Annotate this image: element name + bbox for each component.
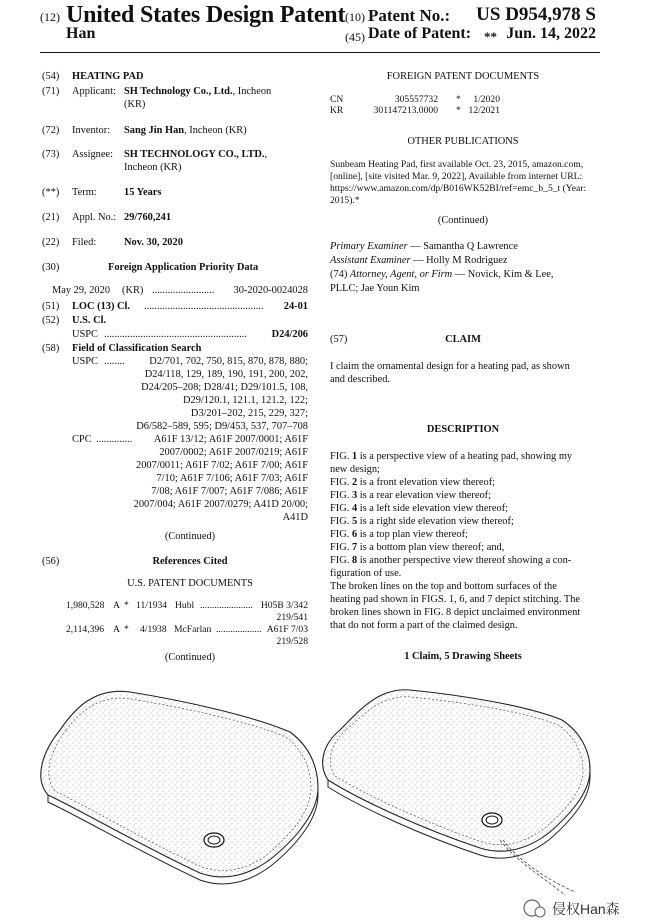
applicant-country: (KR) [124,99,146,110]
inventor-city: , Incheon (KR) [184,125,247,136]
code-52: (52) [42,315,60,326]
broken-lines-line: heating pad shown in FIGS. 1, 6, and 7 depict stitching. The [330,594,581,605]
ref-date: 11/1934 [136,600,168,611]
us-docs-heading: U.S. PATENT DOCUMENTS [127,578,253,589]
appl-value: 29/760,241 [124,212,172,223]
assistant-examiner-label: Assistant Examiner [330,255,411,266]
other-pub-line: Sunbeam Heating Pad, first available Oct. 23, 2015, amazon.com, [330,159,584,170]
code-51: (51) [42,301,60,312]
ref-dots: ................... [216,624,262,635]
description-line: FIG. 8 is another perspective view thereof showing a con- [330,555,572,566]
description-line: FIG. 7 is a bottom plan view thereof; and, [330,542,505,553]
fd-number: 301147213.0000 [373,105,438,116]
ref-name: Hubl [175,600,195,611]
description-list [330,450,600,632]
claim-heading: CLAIM [445,334,481,345]
attorney-value: — Novick, Kim & Lee, [452,269,554,280]
term-label: Term: [72,187,97,198]
description-heading: DESCRIPTION [426,424,500,435]
assistant-examiner [330,254,508,267]
code-57: (57) [330,334,348,345]
patent-no-label: Patent No.: [368,6,451,25]
ref-class: A61F 7/03 [266,624,308,635]
description-line: FIG. 3 is a rear elevation view thereof; [330,490,492,501]
patent-date: Jun. 14, 2022 [506,25,596,42]
description-line: figuration of use. [330,568,402,579]
code-12: (12) [40,10,60,24]
design-title: HEATING PAD [72,71,144,82]
applicant [124,85,271,98]
fd-country: KR [330,105,344,116]
pad-control-ring [482,813,502,827]
code-30: (30) [42,262,60,273]
references-heading: References Cited [152,556,228,567]
cpc-line: 7/10; A61F 7/106; A61F 7/03; A61F [156,473,308,484]
fd-date: 12/2021 [468,105,500,116]
attorney [330,268,553,281]
document-title: United States Design Patent [66,2,346,28]
heating-pad-figure-right [323,690,590,895]
other-pub-line: 2015).* [330,195,360,206]
term-value: 15 Years [124,187,162,198]
ref-star: * [124,600,129,611]
assignee-label: Assignee: [72,149,113,160]
applicant-label: Applicant: [72,86,116,97]
pad-body [41,691,318,877]
search-uspc-line: D24/118, 129, 189, 190, 191, 200, 202, [144,369,308,380]
attorney-label: Attorney, Agent, or Firm [349,269,453,280]
ref-star: * [124,624,129,635]
applicant-city: , Incheon [232,86,272,97]
search-uspc-line: D2/701, 702, 750, 815, 870, 878, 880; [149,356,308,367]
loc-label: LOC (13) Cl. [72,301,131,312]
applicant-name: SH Technology Co., Ltd. [124,86,233,97]
cpc-line: 2007/0002; A61F 2007/0219; A61F [159,447,308,458]
other-pubs-heading: OTHER PUBLICATIONS [407,136,519,147]
code-term: (**) [42,187,60,198]
filed-value: Nov. 30, 2020 [124,237,183,248]
date-marker: ** [484,29,497,44]
fd-star: * [456,105,461,116]
broken-lines-line: that do not form a part of the claimed design. [330,620,518,631]
code-73: (73) [42,149,60,160]
search-uspc-dots: ........ [104,356,125,367]
patent-number: US D954,978 S [476,4,596,25]
assignee-city: Incheon (KR) [124,162,182,173]
description-line: new design; [330,464,380,475]
foreign-docs-heading: FOREIGN PATENT DOCUMENTS [386,71,540,82]
claim-line: and described. [330,374,391,385]
search-uspc-line: D29/120.1, 121.1, 121.2, 122; [183,395,308,406]
cpc-list [120,433,308,524]
fd-star: * [456,94,461,105]
cpc-line: A61F 13/12; A61F 2007/0001; A61F [153,434,308,445]
primary-examiner-label: Primary Examiner [330,241,408,252]
other-pub-line: [online], [site visited Mar. 9, 2022], Available from internet URL: [330,171,583,182]
primary-examiner-value: — Samantha Q Lawrence [407,241,518,252]
priority-number: 30-2020-0024028 [233,285,308,296]
code-10: (10) [345,10,365,24]
ref-number: 1,980,528 [66,600,105,611]
cpc-line: 7/08; A61F 7/007; A61F 7/086; A61F [151,486,308,497]
primary-examiner [330,240,518,253]
other-pub-line: https://www.amazon.com/dp/B016WK52BI/ref=emc_b_5_t (Year: [330,183,587,194]
inventor [124,124,247,137]
uspc-dots: ....................................................... [104,329,247,340]
date-label: Date of Patent: [368,25,472,42]
priority-country: (KR) [122,285,144,296]
code-71: (71) [42,86,60,97]
ref-kind: A [113,624,120,635]
pad-control-ring [204,833,224,847]
description-line: FIG. 6 is a top plan view thereof; [330,529,468,540]
fd-date: 1/2020 [473,94,500,105]
inventor-short: Han [66,25,96,42]
code-22: (22) [42,237,60,248]
claim-line: I claim the ornamental design for a heating pad, as shown [330,361,570,372]
search-uspc-label: USPC [72,356,98,367]
appl-label: Appl. No.: [72,212,117,223]
code-45: (45) [345,30,365,44]
watermark [524,900,620,917]
claim-text [330,360,596,386]
code-72: (72) [42,125,60,136]
code-21: (21) [42,212,60,223]
continued-right: (Continued) [437,215,489,226]
ref-class2: 219/541 [276,612,308,623]
watermark-text: 侵权Han森 [552,901,620,917]
foreign-priority-heading: Foreign Application Priority Data [108,262,259,273]
search-uspc-line: D3/201–202, 215, 229, 327; [190,408,308,419]
description-line: FIG. 1 is a perspective view of a heating pad, showing my [330,451,573,462]
description-line: FIG. 4 is a left side elevation view thereof; [330,503,509,514]
ref-class2: 219/528 [276,636,308,647]
priority-dots: ........................ [152,285,215,296]
attorney-line2: PLLC; Jae Youn Kim [330,283,420,294]
ref-name: McFarlan [174,624,212,635]
ref-number: 2,114,396 [66,624,105,635]
other-pubs [330,159,596,207]
ref-dots: ...................... [200,600,253,611]
cpc-dots: .............. [96,434,133,445]
broken-lines-line: broken lines shown in FIG. 8 depict unclaimed environment [330,607,581,618]
header-rule [40,52,600,53]
heating-pad-figure-left [41,691,318,884]
uscl-label: U.S. Cl. [72,315,107,326]
code-54: (54) [42,71,60,82]
inventor-label: Inventor: [72,125,111,136]
pad-body [323,690,590,851]
description-line: FIG. 2 is a front elevation view thereof; [330,477,496,488]
cpc-line: 2007/004; A61F 2007/0279; A41D 20/00; [133,499,308,510]
description-line: FIG. 5 is a right side elevation view thereof; [330,516,514,527]
assignee [124,148,267,161]
cpc-line: A41D [282,512,308,523]
ref-class: H05B 3/342 [260,600,308,611]
broken-lines-line: The broken lines on the top and bottom surfaces of the [330,581,557,592]
search-uspc-line: D24/205–208; D28/41; D29/101.5, 108, [141,382,308,393]
assignee-name: SH TECHNOLOGY CO., LTD. [124,149,265,160]
drawings [0,670,664,923]
cpc-label: CPC [72,434,92,445]
uspc-value: D24/206 [271,329,308,340]
field-search-label: Field of Classification Search [72,343,202,354]
cpc-line: 2007/0011; A61F 7/02; A61F 7/00; A61F [136,460,308,471]
loc-value: 24-01 [283,301,308,312]
assignee-comma: , [264,149,268,160]
filed-label: Filed: [72,237,97,248]
wechat-icon-small [535,907,545,917]
continued-left-1: (Continued) [164,531,216,542]
continued-left-2: (Continued) [164,652,216,663]
assistant-examiner-value: — Holly M Rodriguez [410,255,508,266]
code-58: (58) [42,343,60,354]
ref-kind: A [113,600,120,611]
claims-summary: 1 Claim, 5 Drawing Sheets [404,651,522,662]
search-uspc-line: D6/582–589, 595; D9/453, 537, 707–708 [136,421,308,432]
inventor-name: Sang Jin Han [124,125,185,136]
search-uspc-list [120,355,308,433]
fd-country: CN [330,94,344,105]
code-74: (74) [330,269,348,280]
uspc-label: USPC [72,329,98,340]
loc-dots: .............................................. [144,301,264,312]
ref-date: 4/1938 [140,624,167,635]
fd-number: 305557732 [394,94,438,105]
priority-date: May 29, 2020 [52,285,111,296]
code-56: (56) [42,556,60,567]
